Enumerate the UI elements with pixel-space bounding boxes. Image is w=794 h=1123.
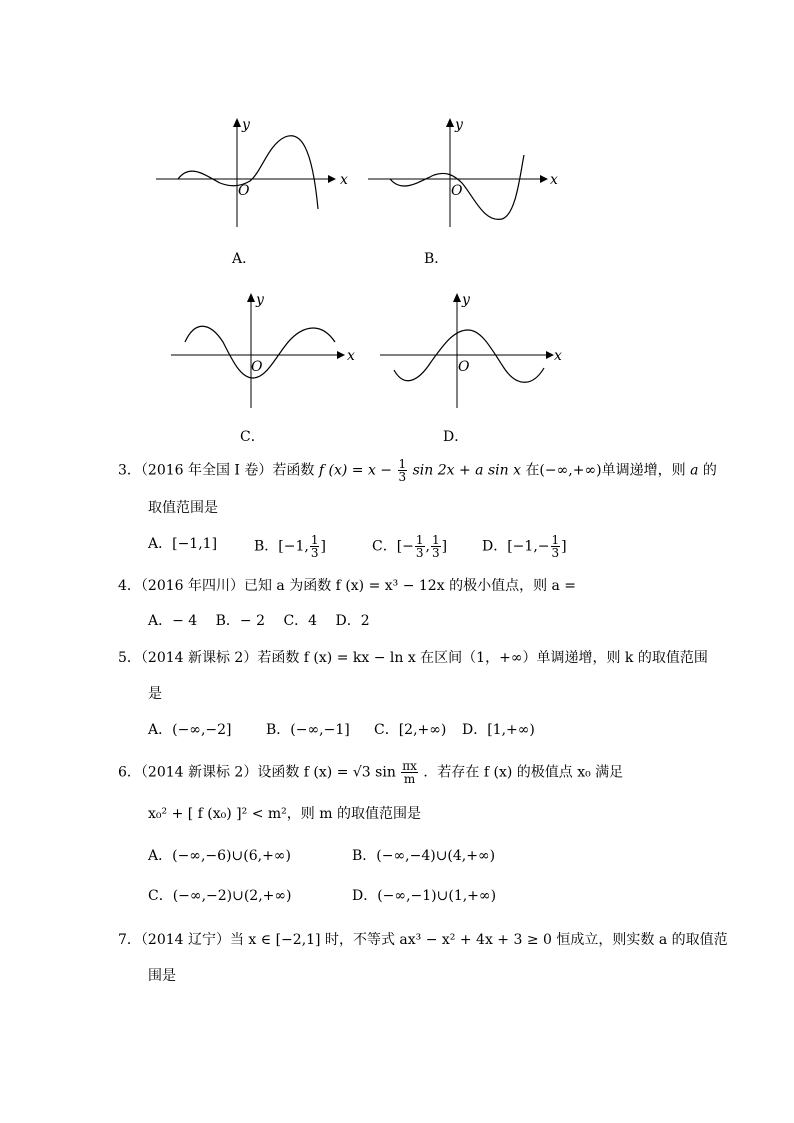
graph-b-caption: B． — [424, 251, 449, 267]
frac-den: 3 — [432, 546, 440, 560]
opt-pre: C．[− — [372, 538, 414, 555]
x-arrow-icon — [546, 351, 554, 359]
opt-pre: D．[−1,− — [482, 538, 550, 555]
frac-den: 3 — [415, 546, 424, 560]
graph-b — [362, 115, 562, 230]
q4-options: A．− 4 B．− 2 C．4 D．2 — [148, 613, 370, 629]
q3-option-a: A．[−1,1] — [148, 536, 218, 552]
graph-a-caption: A． — [232, 251, 257, 267]
q6-option-d: D．(−∞,−1)∪(1,+∞) — [352, 888, 497, 904]
opt-mid: , — [425, 538, 430, 555]
y-axis-label: y — [242, 117, 250, 133]
frac-num: 1 — [415, 533, 424, 547]
frac-num: 1 — [310, 533, 319, 547]
x-axis-label: x — [550, 172, 558, 188]
frac-num: 1 — [398, 457, 407, 471]
frac-den: m — [403, 772, 416, 786]
q4-stem: 4．（2016 年四川）已知 a 为函数 f (x) = x³ − 12x 的极小值点，则 a = — [118, 578, 577, 594]
q7-stem-line2: 围是 — [148, 968, 176, 984]
q6-stem-pre: 6．（2014 新课标 2）设函数 f (x) = √3 sin — [118, 764, 396, 781]
opt-pre: B．[−1, — [254, 538, 309, 555]
q3-frac — [398, 458, 408, 483]
q3-option-d — [482, 534, 567, 559]
q3-stem — [118, 458, 717, 483]
y-arrow-icon — [446, 118, 454, 127]
q6-option-b: B．(−∞,−4)∪(4,+∞) — [352, 848, 496, 864]
q6-option-c: C．(−∞,−2)∪(2,+∞) — [148, 888, 292, 904]
graph-c — [165, 290, 365, 410]
frac-num: 1 — [551, 533, 560, 547]
q3-func-b: sin 2x + a sin x — [412, 462, 521, 479]
graph-a — [150, 115, 350, 230]
y-arrow-icon — [453, 293, 461, 302]
q3-func-a: f (x) = x − — [318, 462, 393, 479]
opt-frac — [431, 534, 441, 559]
q5-stem: 5．（2014 新课标 2）若函数 f (x) = kx − ln x 在区间（1，+∞）单调递增，则 k 的取值范围 — [118, 650, 708, 666]
graph-d — [376, 290, 576, 410]
q6-stem-post: ．若存在 f (x) 的极值点 x₀ 满足 — [423, 764, 624, 781]
origin-label: O — [458, 359, 470, 375]
y-axis-label: y — [462, 292, 470, 308]
x-arrow-icon — [337, 351, 345, 359]
frac-den: 3 — [551, 546, 560, 560]
q5-stem-line2: 是 — [148, 686, 162, 702]
frac-num: 1 — [432, 533, 440, 547]
q3-stem-b: 在(−∞,+∞)单调递增，则 — [525, 462, 686, 479]
opt-frac — [551, 534, 561, 559]
q6-frac — [401, 760, 418, 785]
y-arrow-icon — [233, 118, 241, 127]
origin-label: O — [451, 183, 463, 199]
origin-label: O — [238, 183, 250, 199]
frac-den: 3 — [398, 470, 407, 484]
opt-post: ] — [441, 538, 448, 555]
origin-label: O — [251, 359, 263, 375]
opt-frac — [415, 534, 425, 559]
graph-a-svg — [150, 115, 350, 230]
q6-stem — [118, 760, 623, 785]
q6-line2: x₀² + [ f (x₀) ]² < m²，则 m 的取值范围是 — [148, 806, 421, 822]
x-axis-label: x — [347, 348, 355, 364]
q3-option-b — [254, 534, 326, 559]
y-axis-label: y — [256, 292, 264, 308]
y-arrow-icon — [247, 293, 255, 302]
q3-stem-c: 的 — [702, 462, 717, 479]
q5-option-b: B．(−∞,−1] — [266, 722, 350, 738]
q5-option-c: C．[2,+∞) — [374, 722, 447, 738]
x-axis-label: x — [554, 348, 562, 364]
q3-var: a — [690, 462, 699, 479]
graph-c-caption: C． — [240, 429, 265, 445]
graph-d-caption: D． — [443, 429, 469, 445]
x-axis-label: x — [340, 172, 348, 188]
graph-d-svg — [376, 290, 576, 410]
x-arrow-icon — [540, 175, 548, 183]
q7-stem: 7．（2014 辽宁）当 x ∈ [−2,1] 时，不等式 ax³ − x² + 4x + 3 ≥ 0 恒成立，则实数 a 的取值范 — [118, 932, 728, 948]
frac-num: πx — [402, 759, 417, 773]
opt-post: ] — [561, 538, 567, 555]
q5-option-a: A．(−∞,−2] — [148, 722, 232, 738]
q3-stem-a: 3．（2016 年全国 I 卷）若函数 — [118, 462, 315, 479]
q5-option-d: D．[1,+∞) — [462, 722, 535, 738]
q6-option-a: A．(−∞,−6)∪(6,+∞) — [148, 848, 291, 864]
q3-option-c — [372, 534, 447, 559]
x-arrow-icon — [328, 175, 336, 183]
frac-den: 3 — [310, 546, 319, 560]
opt-frac — [310, 534, 320, 559]
q3-stem-line2: 取值范围是 — [148, 500, 218, 516]
graph-b-svg — [362, 115, 562, 230]
opt-post: ] — [320, 538, 326, 555]
graph-c-svg — [165, 290, 365, 410]
y-axis-label: y — [455, 117, 463, 133]
